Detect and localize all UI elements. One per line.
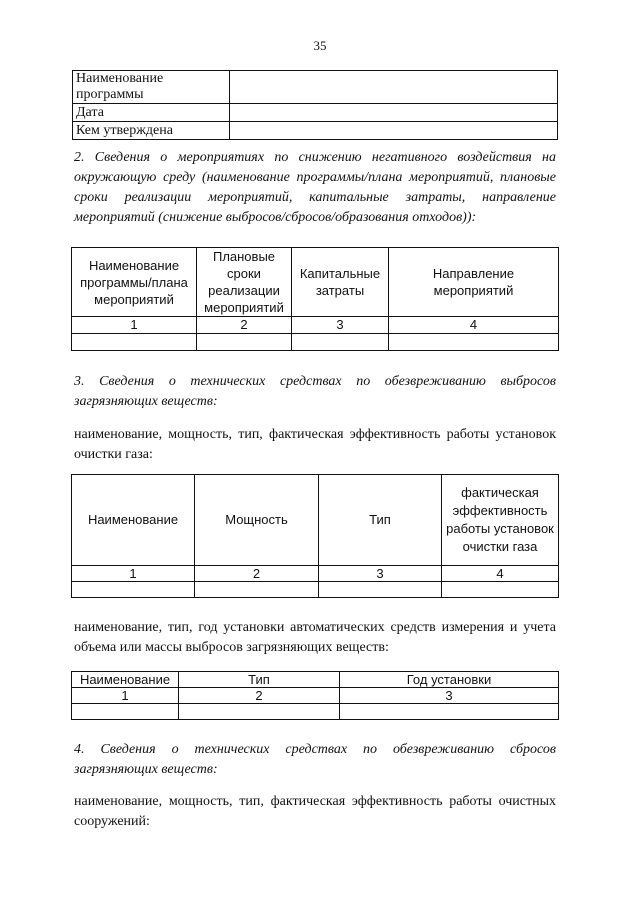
section-4-text [74,740,556,780]
empty-cell[interactable] [179,704,340,720]
section-3-number: 3. [74,374,85,389]
col-number-2: 2 [179,688,340,704]
empty-cell[interactable] [195,582,319,598]
section-2-text [74,148,556,228]
empty-cell[interactable] [319,582,442,598]
table-header-row [72,248,559,317]
col-header-direction: Направление мероприятий [389,248,559,317]
empty-cell[interactable] [340,704,559,720]
section-3-text [74,372,556,412]
empty-cell[interactable] [72,582,195,598]
approved-by-label: Кем утверждена [73,122,230,140]
empty-cell[interactable] [442,582,559,598]
table-row [72,582,559,598]
col-header-capital-costs: Капитальные затраты [292,248,389,317]
gas-cleaning-table [71,474,559,598]
col-number-3: 3 [292,317,389,334]
col-number-3: 3 [319,566,442,582]
auto-measurement-table [71,671,559,720]
col-header-type: Тип [179,672,340,688]
col-number-4: 4 [389,317,559,334]
program-name-value[interactable] [230,71,558,104]
table-row [72,566,559,582]
col-number-2: 2 [197,317,292,334]
col-header-planned-dates: Плановые сроки реализации мероприятий [197,248,292,317]
empty-cell[interactable] [389,334,559,351]
col-header-name: Наименование [72,672,179,688]
section-2-body: Сведения о мероприятиях по снижению негативного воздействия на окружающую среду (наименование программы/плана мероприятий, плановые сроки реализации мероприятий, капитальные затраты, направление мероприятий (снижение выбросов/сбросов/образования отходов)): [74,150,556,225]
col-number-3: 3 [340,688,559,704]
treatment-facilities-intro: наименование, мощность, тип, фактическая эффективность работы очистных сооружений: [74,794,556,829]
table-header-row [72,475,559,566]
table-header-row [72,672,559,688]
col-number-1: 1 [72,317,197,334]
empty-cell[interactable] [292,334,389,351]
date-value[interactable] [230,104,558,122]
events-table [71,247,559,351]
col-header-name: Наименование [72,475,195,566]
table-row [73,71,558,104]
col-number-2: 2 [195,566,319,582]
table-row [72,317,559,334]
col-header-program: Наименование программы/плана мероприятий [72,248,197,317]
col-number-1: 1 [72,566,195,582]
gas-cleaning-intro: наименование, мощность, тип, фактическая эффективность работы установок очистки газа: [74,427,556,462]
col-header-type: Тип [319,475,442,566]
program-name-label-line1: Наименование [76,71,164,86]
program-name-label [73,71,230,104]
table-row [73,104,558,122]
table-row [72,334,559,351]
section-4-number: 4. [74,742,85,757]
table-row [72,704,559,720]
auto-measurement-intro: наименование, тип, год установки автоматических средств измерения и учета объема или массы выбросов загрязняющих веществ: [74,620,556,655]
table-row [73,122,558,140]
section-3-body: Сведения о технических средствах по обезвреживанию выбросов загрязняющих веществ: [74,374,556,409]
col-header-capacity: Мощность [195,475,319,566]
date-label: Дата [73,104,230,122]
empty-cell[interactable] [197,334,292,351]
empty-cell[interactable] [72,334,197,351]
col-header-efficiency: фактическая эффективность работы установок очистки газа [442,475,559,566]
col-number-1: 1 [72,688,179,704]
section-4-body: Сведения о технических средствах по обезвреживанию сбросов загрязняющих веществ: [74,742,556,777]
approved-by-value[interactable] [230,122,558,140]
section-2-number: 2. [74,150,85,165]
program-name-label-line2: программы [76,87,144,102]
empty-cell[interactable] [72,704,179,720]
page-number: 35 [313,38,327,53]
col-number-4: 4 [442,566,559,582]
col-header-install-year: Год установки [340,672,559,688]
program-info-table [72,70,558,140]
table-row [72,688,559,704]
